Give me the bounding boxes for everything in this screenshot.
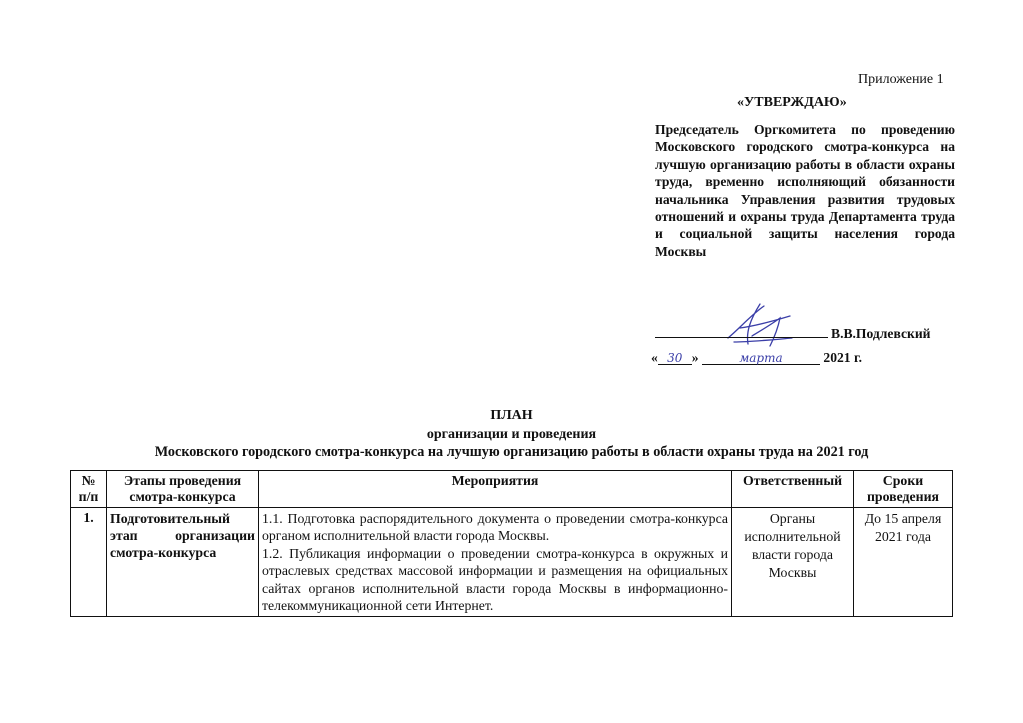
row-num: 1. [71, 508, 107, 617]
plan-full-title: Московского городского смотра-конкурса на лучшую организацию работы в области охраны труда на 2021 год [154, 444, 869, 460]
event-item: 1.2. Публикация информации о проведении смотра-конкурса в окружных и отраслевых средствах массовой информации и размещения на официальных сайтах органов исполнительной власти города Москвы в информационно-телекоммуникационной сети Интернет. [262, 545, 728, 614]
date-open-quote: « [651, 350, 658, 365]
appendix-label: Приложение 1 [858, 72, 944, 87]
approval-stamp-heading: «УТВЕРЖДАЮ» [737, 95, 847, 110]
signature-blank [655, 325, 828, 338]
approver-position: Председатель Оргкомитета по проведению Московского городского смотра-конкурса на лучшую организацию работы в области охраны труда, временно исполняющий обязанности начальника Управления развития трудовых отношений и охраны труда Департамента труда и социальной защиты населения города Москвы [655, 122, 955, 259]
date-month: марта [739, 351, 783, 365]
date-year: 2021 г. [823, 350, 863, 365]
table-row [71, 508, 953, 617]
row-events [259, 508, 732, 617]
table-header-row [71, 471, 953, 508]
row-terms: До 15 апреля 2021 года [854, 508, 953, 617]
signature-line [655, 325, 955, 342]
header-events: Мероприятия [259, 471, 732, 508]
plan-title: ПЛАН [490, 408, 533, 423]
signer-name: В.В.Подлевский [831, 326, 931, 341]
header-terms: Сроки проведения [854, 471, 953, 508]
row-responsible: Органы исполнительной власти города Москвы [732, 508, 854, 617]
row-stage: Подготовительный этап организации смотра-конкурса [107, 508, 259, 617]
plan-table [70, 470, 953, 617]
plan-subtitle: организации и проведения [426, 427, 597, 442]
header-responsible: Ответственный [732, 471, 854, 508]
header-stage: Этапы проведения смотра-конкурса [107, 471, 259, 508]
event-item: 1.1. Подготовка распорядительного документа о проведении смотра-конкурса органом исполнительной власти города Москвы. [262, 511, 728, 544]
handwritten-signature [720, 298, 795, 350]
date-day: 30 [667, 351, 683, 365]
header-num: № п/п [71, 471, 107, 508]
approval-date [651, 350, 951, 366]
date-close-quote: » [691, 350, 699, 365]
